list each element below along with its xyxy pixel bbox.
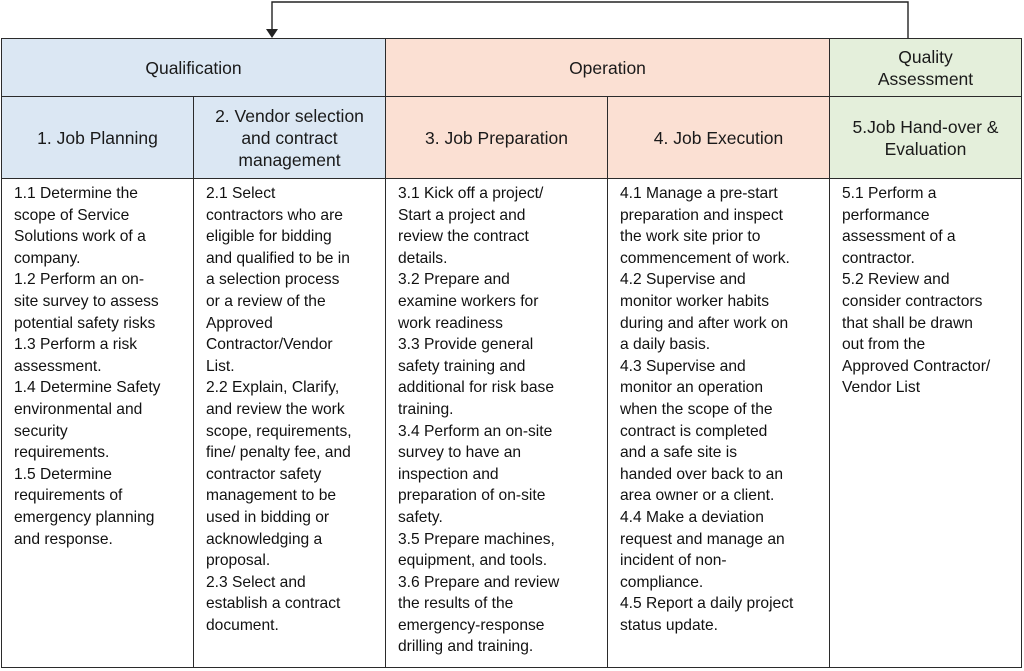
- column-body-vendor-selection: 2.1 Select contractors who are eligible for bidding and qualified to be in a selection process or a review of the Approved Contractor/Vendor List. 2.2 Explain, Clarify, and review the work scope, requirements, fine/ penalty fee, and contractor safety management to be used in bidding or acknowledging a proposal. 2.3 Select and establish a contract document.: [193, 178, 386, 668]
- group-operation-label: Operation: [569, 57, 646, 78]
- column-title: 2. Vendor selection and contract management: [215, 105, 364, 170]
- column-header-job-execution: [607, 96, 830, 179]
- column-body-job-preparation: 3.1 Kick off a project/ Start a project and review the contract details. 3.2 Prepare and examine workers for work readiness 3.3 Provide general safety training and additional for risk base training. 3.4 Perform an on-site survey to have an inspection and preparation of on-site safety. 3.5 Prepare machines, equipment, and tools. 3.6 Prepare and review the results of the emergency-response drilling and training.: [385, 178, 608, 668]
- feedback-arrow: [0, 0, 1024, 40]
- column-title: 4. Job Execution: [653, 127, 784, 148]
- group-operation: [385, 38, 830, 97]
- column-header-job-hand-over: [829, 96, 1022, 179]
- column-header-job-preparation: [385, 96, 608, 179]
- column-body-job-hand-over: 5.1 Perform a performance assessment of a contractor. 5.2 Review and consider contractors that shall be drawn out from the Approved Contractor/ Vendor List: [829, 178, 1022, 668]
- column-body-job-planning: 1.1 Determine the scope of Service Solutions work of a company. 1.2 Perform an on- site survey to assess potential safety risks 1.3 Perform a risk assessment. 1.4 Determine Safety environmental and security requirements. 1.5 Determine requirements of emergency planning and response.: [1, 178, 194, 668]
- group-quality-assessment-label: Quality Assessment: [877, 46, 974, 89]
- column-title: 5.Job Hand-over & Evaluation: [852, 116, 999, 159]
- column-title: 3. Job Preparation: [424, 127, 568, 148]
- group-qualification: [1, 38, 386, 97]
- column-header-job-planning: [1, 96, 194, 179]
- group-qualification-label: Qualification: [145, 57, 242, 78]
- column-body-job-execution: 4.1 Manage a pre-start preparation and inspect the work site prior to commencement of work. 4.2 Supervise and monitor worker habits during and after work on a daily basis. 4.3 Supervise and monitor an operation when the scope of the contract is completed and a safe site is handed over back to an area owner or a client. 4.4 Make a deviation request and manage an incident of non- compliance. 4.5 Report a daily project status update.: [607, 178, 830, 668]
- group-quality-assessment: [829, 38, 1022, 97]
- column-title: 1. Job Planning: [37, 127, 158, 148]
- column-header-vendor-selection: [193, 96, 386, 179]
